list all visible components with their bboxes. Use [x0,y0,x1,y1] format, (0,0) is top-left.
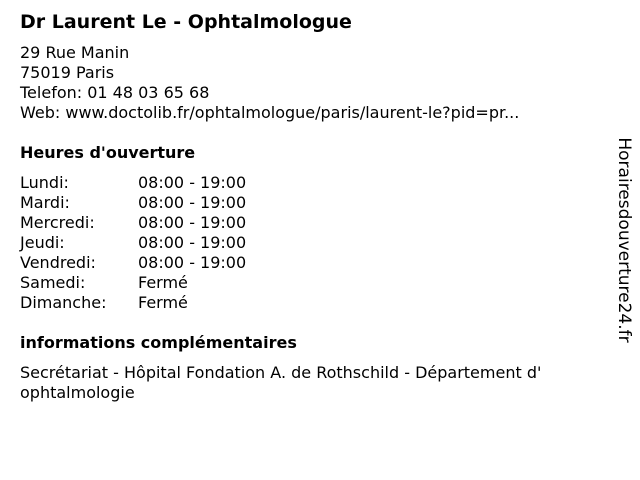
website-link[interactable]: Web: www.doctolib.fr/ophtalmologue/paris/laurent-le?pid=pr... [20,103,520,122]
listing-card [20,10,600,403]
hours-day-label: Dimanche: [20,293,107,312]
hours-day-label: Mardi: [20,193,70,212]
hours-row-tuesday [20,193,600,213]
hours-row-thursday [20,233,600,253]
address-city: 75019 Paris [20,63,115,82]
hours-row-monday [20,173,600,193]
opening-hours-heading: Heures d'ouverture [20,143,196,162]
site-watermark: Horairesdouverture24.fr [614,137,634,343]
hours-time-value: Fermé [138,273,188,292]
hours-row-saturday [20,273,600,293]
additional-info-heading: informations complémentaires [20,333,297,352]
hours-time-value: Fermé [138,293,188,312]
hours-time-value: 08:00 - 19:00 [138,253,247,272]
hours-row-wednesday [20,213,600,233]
hours-time-value: 08:00 - 19:00 [138,213,247,232]
hours-row-friday [20,253,600,273]
hours-time-value: 08:00 - 19:00 [138,233,247,252]
hours-day-label: Mercredi: [20,213,95,232]
phone-number: Telefon: 01 48 03 65 68 [20,83,210,102]
hours-time-value: 08:00 - 19:00 [138,173,247,192]
hours-row-sunday [20,293,600,313]
page-title: Dr Laurent Le - Ophtalmologue [20,11,352,33]
hours-time-value: 08:00 - 19:00 [138,193,247,212]
address-street: 29 Rue Manin [20,43,130,62]
hours-day-label: Lundi: [20,173,69,192]
hours-day-label: Samedi: [20,273,86,292]
contact-block [20,43,600,123]
additional-info-text: Secrétariat - Hôpital Fondation A. de Rothschild - Département d' ophtalmologie [20,363,542,402]
hours-day-label: Vendredi: [20,253,96,272]
hours-day-label: Jeudi: [20,233,65,252]
opening-hours-table [20,173,600,313]
